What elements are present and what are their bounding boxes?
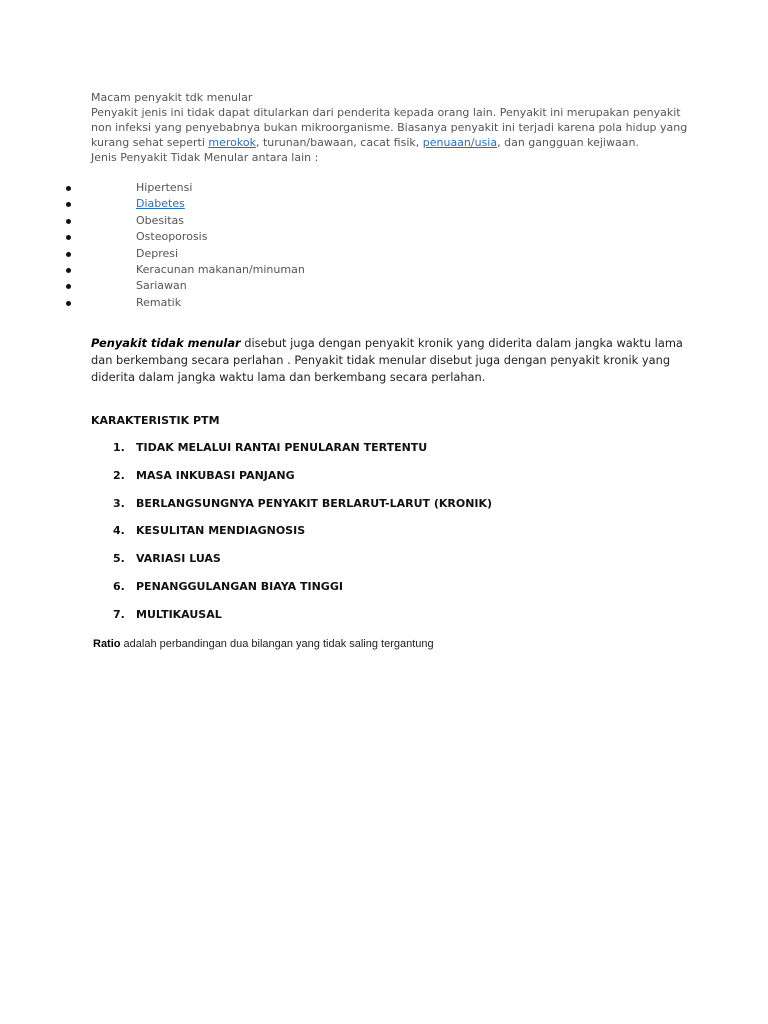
intro-text-end: , dan gangguan kejiwaan. bbox=[497, 136, 639, 149]
list-number: 6. bbox=[113, 579, 125, 593]
intro-text: Penyakit jenis ini tidak dapat ditularkan dari penderita kepada orang lain. Penyakit ini merupakan penyakit non infeksi yang penyebabnya bukan mikroorganisme. Biasanya penyakit ini terjadi karena pola hidup yang kurang sehat seperti bbox=[91, 106, 688, 149]
ratio-text: adalah perbandingan dua bilangan yang tidak saling tergantung bbox=[120, 638, 434, 650]
bullet-icon bbox=[66, 301, 71, 306]
bullet-icon bbox=[66, 252, 71, 257]
list-item-label: BERLANGSUNGNYA PENYAKIT BERLARUT-LARUT (KRONIK) bbox=[136, 496, 493, 510]
bullet-icon bbox=[66, 268, 71, 273]
list-number: 4. bbox=[113, 524, 125, 538]
list-item-label: Sariawan bbox=[136, 279, 187, 293]
list-item-label: MULTIKAUSAL bbox=[136, 607, 222, 621]
definition-term: Penyakit tidak menular bbox=[91, 336, 241, 350]
list-item-label: VARIASI LUAS bbox=[136, 552, 221, 566]
intro-paragraph bbox=[91, 105, 691, 150]
list-number: 1. bbox=[113, 441, 125, 454]
list-item-label: Hipertensi bbox=[136, 181, 193, 194]
bullet-icon bbox=[66, 202, 71, 207]
bullet-icon bbox=[66, 284, 71, 289]
bullet-icon bbox=[66, 186, 71, 191]
characteristics-heading: KARAKTERISTIK PTM bbox=[91, 414, 220, 427]
list-number: 3. bbox=[113, 496, 125, 510]
list-item-label: PENANGGULANGAN BIAYA TINGGI bbox=[136, 579, 343, 593]
list-item-label: Keracunan makanan/minuman bbox=[136, 262, 305, 276]
intro-title: Macam penyakit tdk menular bbox=[91, 91, 253, 104]
list-item-label: Osteoporosis bbox=[136, 230, 208, 244]
link-penuaan-usia[interactable]: penuaan/usia bbox=[422, 136, 498, 149]
list-item-label: Depresi bbox=[136, 246, 179, 260]
list-number: 2. bbox=[113, 468, 125, 482]
list-item-label: MASA INKUBASI PANJANG bbox=[136, 468, 295, 482]
intro-section bbox=[91, 90, 691, 165]
ratio-term: Ratio bbox=[93, 638, 121, 650]
list-item-label: TIDAK MELALUI RANTAI PENULARAN TERTENTU bbox=[136, 441, 428, 454]
intro-text-mid: , turunan/bawaan, cacat fisik, bbox=[255, 136, 423, 149]
list-item-label: KESULITAN MENDIAGNOSIS bbox=[136, 524, 306, 538]
definition-text: disebut juga dengan penyakit kronik yang diderita dalam jangka waktu lama dan berkembang secara perlahan . Penyakit tidak menular disebut juga dengan penyakit kronik yang diderita dalam jangka waktu lama dan berkembang secara perlahan. bbox=[91, 336, 683, 384]
list-item-label: Rematik bbox=[136, 295, 182, 309]
bullet-icon bbox=[66, 235, 71, 240]
link-diabetes[interactable]: Diabetes bbox=[136, 197, 185, 211]
ratio-paragraph bbox=[93, 636, 434, 652]
list-intro: Jenis Penyakit Tidak Menular antara lain : bbox=[91, 151, 319, 164]
list-number: 7. bbox=[113, 607, 125, 621]
link-merokok[interactable]: merokok bbox=[208, 136, 256, 149]
definition-paragraph bbox=[91, 335, 691, 386]
list-item-label: Obesitas bbox=[136, 213, 184, 227]
bullet-icon bbox=[66, 219, 71, 224]
list-number: 5. bbox=[113, 552, 125, 566]
